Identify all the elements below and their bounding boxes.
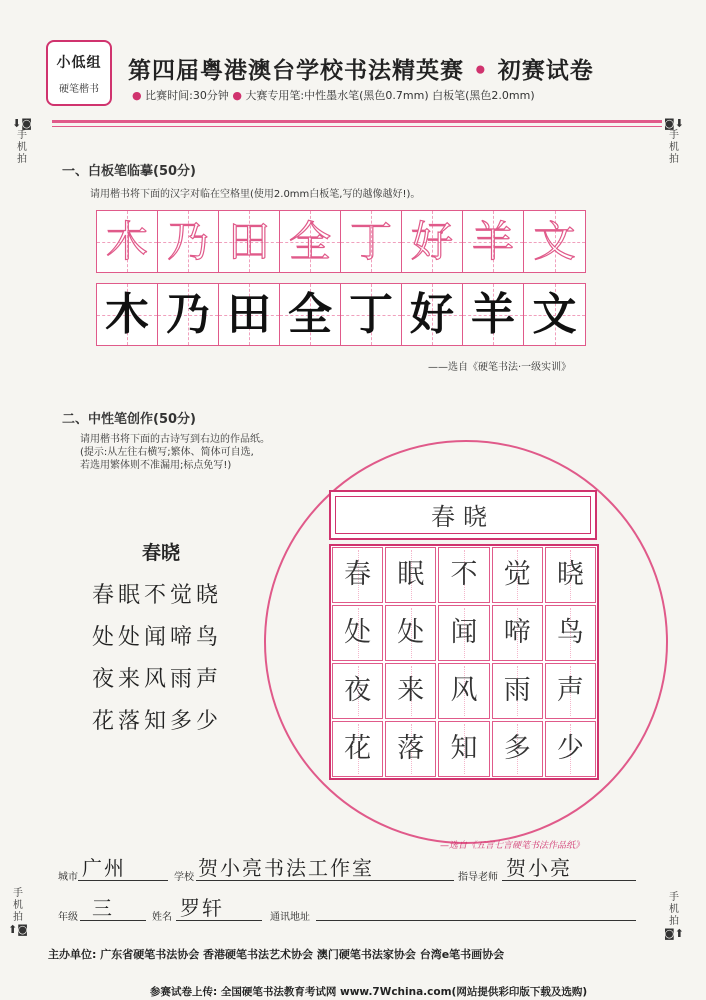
copy-char: 田 xyxy=(227,289,271,340)
work-char: 多 xyxy=(503,733,531,764)
section1-source: ——选自《硬笔书法·一级实训》 xyxy=(428,362,572,373)
city-value[interactable]: 广州 xyxy=(82,856,126,880)
section1-instruction: 请用楷书将下面的汉字对临在空格里(使用2.0mm白板笔,写的越像越好!)。 xyxy=(90,189,421,200)
work-row xyxy=(331,604,597,662)
work-cell[interactable] xyxy=(438,605,489,661)
copy-char: 羊 xyxy=(471,289,515,340)
side-char: 机 xyxy=(12,900,23,911)
work-cell[interactable] xyxy=(385,547,436,603)
address-line xyxy=(316,920,636,921)
work-char: 声 xyxy=(556,675,584,706)
work-cell[interactable] xyxy=(545,605,596,661)
work-char: 鸟 xyxy=(556,617,584,648)
work-cell[interactable] xyxy=(438,547,489,603)
copy-char: 乃 xyxy=(166,289,210,340)
copy-char: 丁 xyxy=(349,289,393,340)
trace-cell[interactable] xyxy=(280,211,341,272)
trace-char: 丁 xyxy=(349,217,392,266)
trace-char: 乃 xyxy=(166,217,209,266)
camera-icon: ⬇◙ xyxy=(12,117,32,130)
trace-char: 田 xyxy=(227,217,270,266)
work-char: 雨 xyxy=(503,675,531,706)
copy-cell[interactable] xyxy=(402,284,463,345)
section2-instruction-1: 请用楷书将下面的古诗写到右边的作品纸。 xyxy=(80,434,270,445)
copy-char: 文 xyxy=(532,289,577,340)
side-char: 手 xyxy=(16,130,27,141)
trace-cell[interactable] xyxy=(158,211,219,272)
side-char: 手 xyxy=(668,892,679,903)
copy-cell[interactable] xyxy=(158,284,219,345)
work-char: 处 xyxy=(397,617,425,648)
trace-char: 羊 xyxy=(471,217,514,266)
section2-instruction-3: 若选用繁体则不准漏用;标点免写!) xyxy=(80,460,232,471)
copy-cell[interactable] xyxy=(97,284,158,345)
address-label: 通讯地址 xyxy=(270,912,310,923)
work-char: 花 xyxy=(344,733,372,764)
work-char: 知 xyxy=(450,733,478,764)
work-source: —选自《五言七言硬笔书法作品纸》 xyxy=(440,841,585,851)
trace-cell[interactable] xyxy=(341,211,402,272)
trace-char: 文 xyxy=(533,217,576,266)
copy-cell[interactable] xyxy=(280,284,341,345)
grade-label: 年级 xyxy=(58,912,78,923)
title-dot: • xyxy=(473,58,489,84)
organizers: 主办单位: 广东省硬笔书法协会 香港硬笔书法艺术协会 澳门硬笔书法家协会 台湾e笔书画协会 xyxy=(48,948,505,961)
section2-instruction-2: (提示:从左往右横写;繁体、简体可自选, xyxy=(80,447,254,458)
school-line xyxy=(196,880,454,881)
side-marker-right-top xyxy=(664,118,684,166)
work-cell[interactable] xyxy=(385,663,436,719)
copy-grid xyxy=(96,283,586,346)
work-cell[interactable] xyxy=(332,605,383,661)
copy-cell[interactable] xyxy=(341,284,402,345)
work-cell[interactable] xyxy=(545,663,596,719)
teacher-label: 指导老师 xyxy=(458,872,498,883)
work-row xyxy=(331,720,597,778)
bullet-icon: ● xyxy=(232,89,242,102)
work-char: 闻 xyxy=(450,617,478,648)
side-char: 机 xyxy=(16,142,27,153)
side-char: 机 xyxy=(668,142,679,153)
work-char: 来 xyxy=(397,675,425,706)
work-title-box[interactable] xyxy=(329,490,597,540)
badge-style-label: 硬笔楷书 xyxy=(59,84,99,95)
side-char: 拍 xyxy=(12,912,23,923)
work-cell[interactable] xyxy=(332,663,383,719)
work-title: 春晓 xyxy=(335,496,591,534)
name-value[interactable]: 罗轩 xyxy=(180,896,224,920)
name-label: 姓名 xyxy=(152,912,172,923)
copy-char: 全 xyxy=(288,289,332,340)
side-char: 机 xyxy=(668,904,679,915)
camera-icon: ⬆◙ xyxy=(8,923,28,936)
work-char: 处 xyxy=(344,617,372,648)
copy-char: 好 xyxy=(410,289,454,340)
work-char: 少 xyxy=(556,733,584,764)
work-cell[interactable] xyxy=(385,721,436,777)
side-char: 拍 xyxy=(668,154,679,165)
badge-group-label: 小低组 xyxy=(56,55,102,71)
work-char: 啼 xyxy=(503,617,531,648)
teacher-value[interactable]: 贺小亮 xyxy=(506,856,572,880)
upload-info: 参赛试卷上传: 全国硬笔书法教育考试网 www.7Wchina.com(网站提供彩印版下载及选购) xyxy=(150,986,588,998)
work-cell[interactable] xyxy=(332,721,383,777)
work-char: 落 xyxy=(397,733,425,764)
title-main: 第四届粤港澳台学校书法精英赛 xyxy=(128,58,464,84)
work-char: 眠 xyxy=(397,559,425,590)
work-grid xyxy=(329,544,599,780)
trace-cell[interactable] xyxy=(97,211,158,272)
work-char: 晓 xyxy=(556,559,584,590)
grade-value[interactable]: 三 xyxy=(92,896,114,920)
work-cell[interactable] xyxy=(492,547,543,603)
trace-cell[interactable] xyxy=(219,211,280,272)
exam-pens: 大赛专用笔:中性墨水笔(黑色0.7mm) 白板笔(黑色2.0mm) xyxy=(245,89,535,102)
city-line xyxy=(78,880,168,881)
trace-char: 木 xyxy=(105,217,148,266)
work-char: 风 xyxy=(450,675,478,706)
trace-grid xyxy=(96,210,586,273)
side-char: 拍 xyxy=(16,154,27,165)
copy-cell[interactable] xyxy=(219,284,280,345)
work-cell[interactable] xyxy=(492,605,543,661)
work-row xyxy=(331,662,597,720)
section2-heading: 二、中性笔创作(50分) xyxy=(62,412,196,427)
side-marker-right-bottom xyxy=(664,892,684,940)
side-marker-left-bottom xyxy=(8,888,28,936)
work-char: 觉 xyxy=(503,559,531,590)
trace-cell[interactable] xyxy=(463,211,524,272)
side-marker-left-top xyxy=(12,118,32,166)
work-cell[interactable] xyxy=(545,721,596,777)
grade-line xyxy=(80,920,146,921)
exam-subtitle xyxy=(132,87,535,103)
trace-char: 好 xyxy=(410,217,453,266)
header-divider xyxy=(52,120,662,123)
work-cell[interactable] xyxy=(492,663,543,719)
school-label: 学校 xyxy=(174,872,194,883)
side-char: 拍 xyxy=(668,916,679,927)
trace-cell[interactable] xyxy=(402,211,463,272)
side-char: 手 xyxy=(668,130,679,141)
section1-heading: 一、白板笔临摹(50分) xyxy=(62,164,196,179)
name-line xyxy=(176,920,262,921)
work-cell[interactable] xyxy=(438,721,489,777)
work-char: 夜 xyxy=(344,675,372,706)
work-cell[interactable] xyxy=(438,663,489,719)
work-char: 不 xyxy=(450,559,478,590)
copy-cell[interactable] xyxy=(524,284,585,345)
copy-cell[interactable] xyxy=(463,284,524,345)
side-char: 手 xyxy=(12,888,23,899)
copy-char: 木 xyxy=(105,289,149,340)
work-char: 春 xyxy=(344,559,372,590)
title-suffix: 初赛试卷 xyxy=(497,58,594,84)
camera-icon: ◙⬇ xyxy=(664,117,684,130)
exam-time: 比赛时间:30分钟 xyxy=(145,89,229,102)
poem-line: 夜来风雨声 xyxy=(92,667,223,692)
page-title xyxy=(128,52,594,85)
group-badge xyxy=(46,40,112,106)
trace-char: 全 xyxy=(288,217,331,266)
trace-cell[interactable] xyxy=(524,211,585,272)
work-cell[interactable] xyxy=(492,721,543,777)
school-value[interactable]: 贺小亮书法工作室 xyxy=(198,856,374,880)
header-divider-thin xyxy=(52,126,662,127)
poem-line: 处处闻啼鸟 xyxy=(92,625,223,650)
poem-line: 花落知多少 xyxy=(92,709,223,734)
poem-title: 春晓 xyxy=(142,542,181,564)
work-cell[interactable] xyxy=(332,547,383,603)
work-row xyxy=(331,546,597,604)
poem-line: 春眠不觉晓 xyxy=(92,583,223,608)
teacher-line xyxy=(502,880,636,881)
work-cell[interactable] xyxy=(545,547,596,603)
city-label: 城市 xyxy=(58,872,78,883)
work-cell[interactable] xyxy=(385,605,436,661)
bullet-icon: ● xyxy=(132,89,142,102)
camera-icon: ◙⬆ xyxy=(664,927,684,940)
